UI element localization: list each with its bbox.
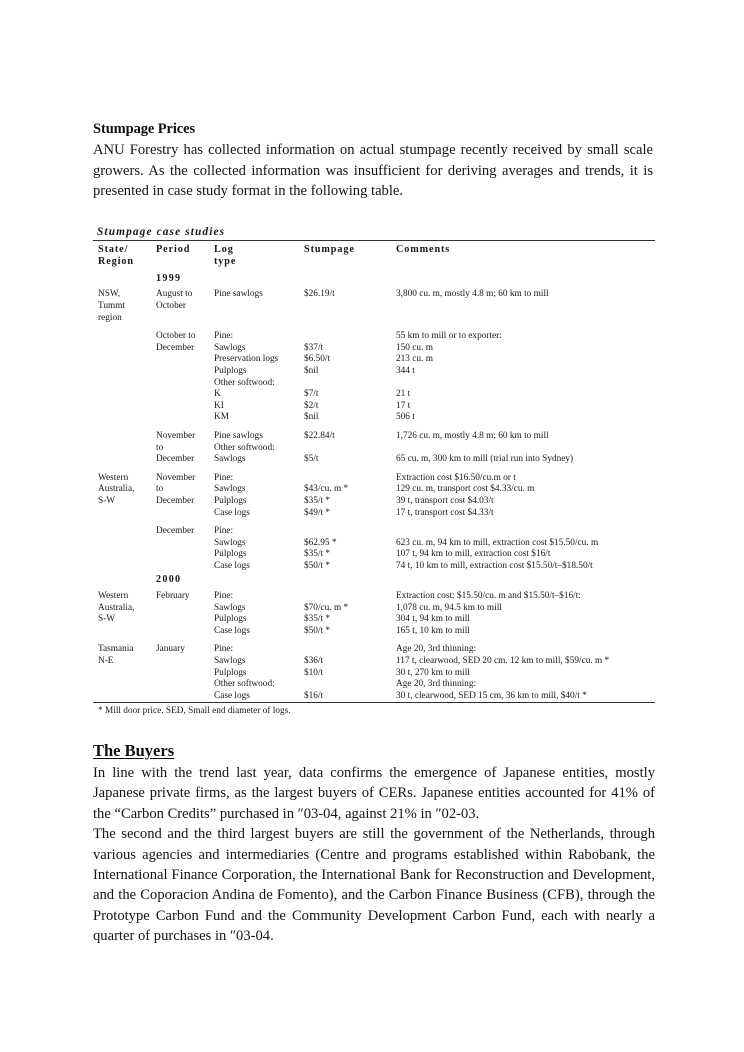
column-header-state: State/ Region [98, 244, 134, 268]
table-row [93, 324, 655, 424]
the-buyers-paragraph-1: In line with the trend last year, data confirms the emergence of Japanese entities, mostly Japanese private firms, as the largest buyers of CERs. Japanese entities accounted for 41% of the “Carbon Credits” purchased in ″03-04, against 21% in ″02-03. [93, 765, 655, 822]
cell-stumpage: $43/cu. m * $35/t * $49/t * [304, 484, 349, 518]
cell-stumpage: $36/t $10/t $16/t [304, 656, 324, 701]
cell-stumpage: $22.84/t $5/t [304, 430, 335, 465]
column-header-stumpage: Stumpage [304, 244, 355, 255]
cell-state [93, 519, 156, 572]
cell-comments: 3,800 cu. m, mostly 4.8 m; 60 km to mill [396, 289, 549, 300]
cell-state: Western Australia, S-W [98, 472, 135, 506]
table-header-row [93, 241, 655, 271]
table-row [93, 466, 655, 519]
stumpage-prices-heading: Stumpage Prices [93, 121, 195, 137]
cell-comments: Age 20, 3rd thinning: 117 t, clearwood, SED 20 cm. 12 km to mill, $59/cu. m * 30 t, 270 km to mill Age 20, 3rd thinning: 30 t, clearwood, SED 15 cm, 36 km to mill, $40/t * [396, 644, 610, 701]
the-buyers-heading: The Buyers [93, 741, 175, 760]
cell-period: November to December [156, 472, 196, 506]
stumpage-prices-section [93, 120, 653, 202]
cell-log-type: Pine: Sawlogs Pulplogs Other softwood: Case logs [214, 644, 275, 701]
year-label-row-2000 [93, 572, 655, 587]
year-label-row-1999 [93, 271, 655, 286]
table-row [93, 424, 655, 466]
cell-period: January [156, 644, 185, 655]
stumpage-table [93, 241, 655, 702]
cell-period: November to December [156, 430, 196, 465]
the-buyers-section [93, 741, 655, 947]
cell-log-type: Pine sawlogs [214, 289, 263, 300]
table-body [93, 271, 655, 703]
cell-period: October to December [156, 331, 196, 353]
cell-log-type: Pine: Sawlogs Pulplogs Case logs [214, 526, 250, 571]
stumpage-case-studies-table [93, 226, 655, 717]
table-caption: Stumpage case studies [97, 226, 226, 238]
cell-state [93, 324, 156, 424]
cell-state: Tasmania N-E [98, 644, 134, 667]
cell-state: NSW, Tummt region [98, 289, 126, 323]
cell-comments: 55 km to mill or to exporter: 150 cu. m 213 cu. m 344 t 21 t 17 t 506 t [396, 331, 502, 423]
column-header-period: Period [156, 244, 191, 255]
cell-log-type: Pine sawlogs Other softwood: Sawlogs [214, 430, 275, 465]
cell-comments: 1,726 cu. m, mostly 4.8 m; 60 km to mill 65 cu. m, 300 km to mill (trial run into Sydney) [396, 430, 574, 465]
cell-stumpage: $26.19/t [304, 289, 335, 300]
table-row [93, 587, 655, 637]
cell-period: August to October [156, 289, 193, 311]
table-footnote: * Mill door price. SED, Small end diameter of logs. [98, 706, 291, 717]
cell-comments: Extraction cost: $15.50/cu. m and $15.50/t–$16/t: 1,078 cu. m, 94.5 km to mill 304 t, 94 km to mill 165 t, 10 km to mill [396, 591, 581, 636]
table-row [93, 519, 655, 572]
cell-comments: Extraction cost $16.50/cu.m or t 129 cu. m, transport cost $4.33/cu. m 39 t, transport cost $4.03/t 17 t, transport cost $4.33/t [396, 472, 535, 518]
cell-log-type: Pine: Sawlogs Pulplogs Case logs [214, 472, 250, 518]
cell-stumpage: $70/cu. m * $35/t * $50/t * [304, 602, 349, 636]
cell-period: February [156, 591, 190, 602]
cell-log-type: Pine: Sawlogs Pulplogs Case logs [214, 591, 250, 636]
the-buyers-paragraph-2: The second and the third largest buyers are still the government of the Netherlands, through various agencies and intermediaries (Centre and programs established within Rabobank, the International Finance Corporation, the International Bank for Reconstruction and Development, and the Coporacion Andina de Fomento), and the Carbon Finance Business (CFB), through the Prototype Carbon Fund and the Community Development Carbon Fund, each with nearly a quarter of purchases in ″03-04. [93, 826, 655, 945]
cell-comments: 623 cu. m, 94 km to mill, extraction cost $15.50/cu. m 107 t, 94 km to mill, extraction cost $16/t 74 t, 10 km to mill, extraction cost $15.50/t–$18.50/t [396, 537, 599, 571]
year-label-1999: 1999 [156, 272, 182, 284]
cell-state: Western Australia, S-W [98, 591, 135, 625]
table-row [93, 285, 655, 324]
cell-state [93, 424, 156, 466]
stumpage-prices-paragraph: ANU Forestry has collected information on actual stumpage recently received by small scale growers. As the collected information was insufficient for deriving averages and trends, it is presented in case study format in the following table. [93, 142, 653, 199]
year-label-2000: 2000 [156, 574, 182, 586]
cell-period: December [156, 526, 195, 537]
column-header-comments: Comments [396, 244, 451, 255]
column-header-log-type: Log type [214, 244, 237, 268]
cell-stumpage: $37/t $6.50/t $nil $7/t $2/t $nil [304, 342, 331, 423]
cell-log-type: Pine: Sawlogs Preservation logs Pulplogs Other softwood: K KI KM [214, 331, 279, 423]
cell-stumpage: $62.95 * $35/t * $50/t * [304, 537, 337, 571]
table-row [93, 637, 655, 702]
